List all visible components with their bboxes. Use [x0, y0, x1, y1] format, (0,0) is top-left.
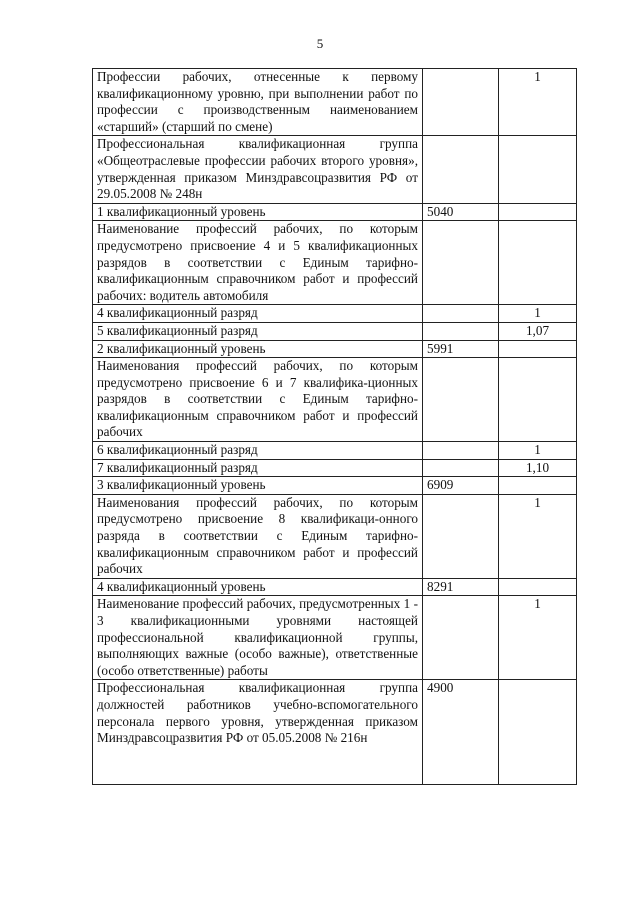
row-name: 3 квалификационный уровень [93, 477, 423, 495]
row-salary [423, 305, 499, 323]
table-row [93, 221, 577, 305]
row-salary [423, 358, 499, 442]
row-coefficient [499, 477, 577, 495]
row-coefficient: 1,07 [499, 322, 577, 340]
row-coefficient [499, 203, 577, 221]
row-name: 7 квалификационный разряд [93, 459, 423, 477]
table-row [93, 596, 577, 680]
row-salary: 6909 [423, 477, 499, 495]
row-coefficient [499, 136, 577, 203]
table-row [93, 358, 577, 442]
table-row [93, 680, 577, 785]
table-row [93, 578, 577, 596]
row-name: Наименования профессий рабочих, по которым предусмотрено присвоение 8 квалификаци-онного разряда в соответствии с Единым тарифно-квалификационным справочником работ и профессий рабочих [93, 494, 423, 578]
row-salary [423, 136, 499, 203]
table-row [93, 305, 577, 323]
row-coefficient [499, 680, 577, 785]
row-name: Профессиональная квалификационная группа должностей работников учебно-вспомогательного персонала первого уровня, утвержденная приказом Минздравсоцразвития РФ от 05.05.2008 № 216н [93, 680, 423, 785]
row-coefficient: 1,10 [499, 459, 577, 477]
table-row [93, 322, 577, 340]
row-name: 4 квалификационный уровень [93, 578, 423, 596]
row-salary [423, 69, 499, 136]
page-number: 5 [316, 36, 324, 51]
row-name: 4 квалификационный разряд [93, 305, 423, 323]
row-salary [423, 596, 499, 680]
row-salary [423, 221, 499, 305]
row-salary: 5040 [423, 203, 499, 221]
row-name: Профессии рабочих, отнесенные к первому квалификационному уровню, при выполнении работ по профессии с производственным наименованием «старший» (старший по смене) [93, 69, 423, 136]
table-row [93, 477, 577, 495]
row-name: Профессиональная квалификационная группа «Общеотраслевые профессии рабочих второго уровня», утвержденная приказом Минздравсоцразвития РФ от 29.05.2008 № 248н [93, 136, 423, 203]
table-row [93, 459, 577, 477]
row-coefficient [499, 340, 577, 358]
row-name: 5 квалификационный разряд [93, 322, 423, 340]
row-name: Наименование профессий рабочих, по которым предусмотрено присвоение 4 и 5 квалификационных разрядов в соответствии с Единым тарифно-квалификационным справочником работ и профессий рабочих: водитель автомобиля [93, 221, 423, 305]
row-salary [423, 459, 499, 477]
table-row [93, 442, 577, 460]
row-name: 2 квалификационный уровень [93, 340, 423, 358]
row-salary [423, 494, 499, 578]
table-row [93, 136, 577, 203]
table-row [93, 494, 577, 578]
row-coefficient: 1 [499, 305, 577, 323]
row-name: Наименования профессий рабочих, по которым предусмотрено присвоение 6 и 7 квалифика-ционных разрядов в соответствии с Единым тарифно-квалификационным справочником работ и профессий рабочих [93, 358, 423, 442]
row-salary [423, 442, 499, 460]
row-coefficient [499, 358, 577, 442]
salary-table [92, 68, 577, 785]
table-row [93, 203, 577, 221]
row-coefficient [499, 578, 577, 596]
row-salary [423, 322, 499, 340]
row-salary: 4900 [423, 680, 499, 785]
row-coefficient: 1 [499, 494, 577, 578]
row-name: 6 квалификационный разряд [93, 442, 423, 460]
row-coefficient [499, 221, 577, 305]
row-name: Наименование профессий рабочих, предусмотренных 1 - 3 квалификационными уровнями настоящей профессиональной квалификационной группы, выполняющих важные (особо важные), ответственные (особо ответственные) работы [93, 596, 423, 680]
table-row [93, 69, 577, 136]
row-coefficient: 1 [499, 69, 577, 136]
row-coefficient: 1 [499, 442, 577, 460]
row-name: 1 квалификационный уровень [93, 203, 423, 221]
row-coefficient: 1 [499, 596, 577, 680]
row-salary: 8291 [423, 578, 499, 596]
table-row [93, 340, 577, 358]
row-salary: 5991 [423, 340, 499, 358]
